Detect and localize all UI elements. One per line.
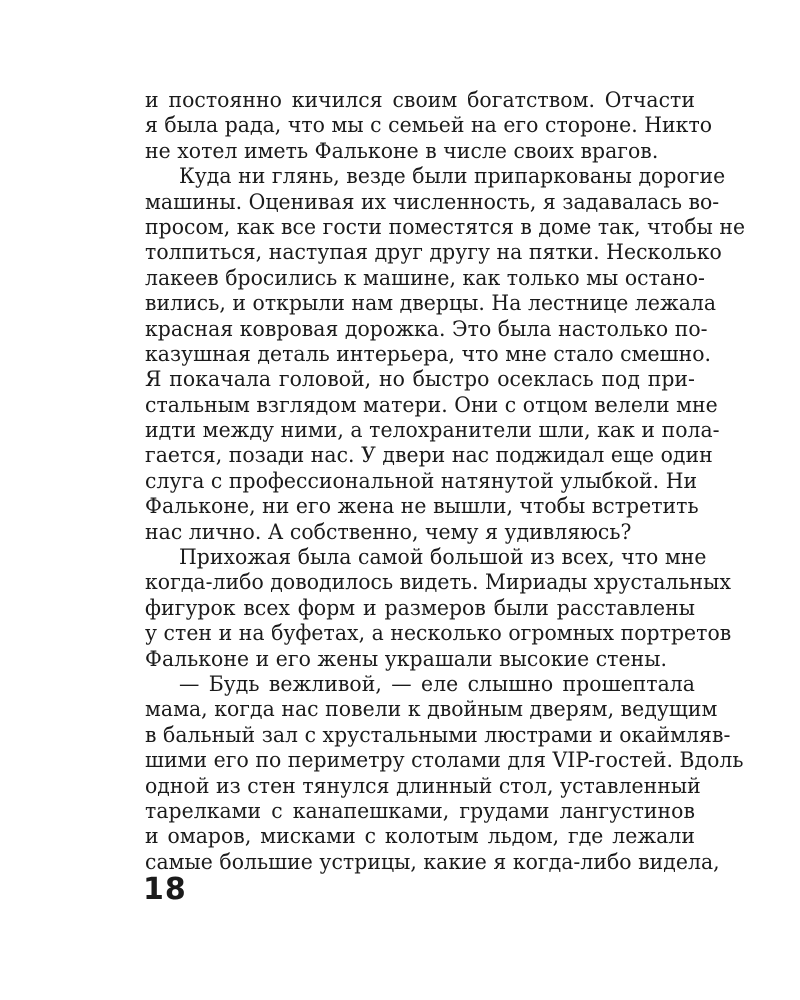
text-line: нас лично. А собственно, чему я удивляюсь?: [145, 519, 632, 544]
text-line: Фальконе, ни его жена не вышли, чтобы встретить: [145, 494, 699, 519]
body-text: [145, 88, 746, 875]
text-line: Я покачала головой, но быстро осеклась под при-: [145, 367, 695, 392]
text-line: я была рада, что мы с семьей на его стороне. Никто: [145, 113, 713, 138]
page-number: 18: [143, 872, 187, 907]
text-line: — Будь вежливой, — еле слышно прошептала: [178, 671, 695, 696]
text-line: когда-либо доводилось видеть. Мириады хрустальных: [145, 570, 731, 595]
text-line: казушная деталь интерьера, что мне стало смешно.: [145, 341, 712, 366]
text-line: лакеев бросились к машине, как только мы остано-: [145, 265, 705, 290]
text-line: мама, когда нас повели к двойным дверям, ведущим: [145, 697, 718, 722]
text-line: у стен и на буфетах, а несколько огромных портретов: [145, 621, 732, 646]
text-line: шими его по периметру столами для VIP-гостей. Вдоль: [145, 748, 744, 773]
text-line: слуга с профессиональной натянутой улыбкой. Ни: [145, 468, 698, 493]
text-line: одной из стен тянулся длинный стол, уставленный: [145, 773, 701, 798]
text-line: красная ковровая дорожка. Это была настолько по-: [145, 316, 708, 341]
text-line: вились, и открыли нам дверцы. На лестнице лежала: [145, 291, 717, 316]
text-line: не хотел иметь Фальконе в числе своих врагов.: [145, 138, 659, 163]
text-line: идти между ними, а телохранители шли, как и пола-: [145, 418, 720, 443]
text-line: Прихожая была самой большой из всех, что мне: [178, 545, 707, 570]
text-line: и омаров, мисками с колотым льдом, где лежали: [145, 824, 695, 849]
text-line: фигурок всех форм и размеров были расставлены: [145, 595, 695, 620]
text-line: Куда ни глянь, везде были припаркованы дорогие: [178, 164, 726, 189]
text-line: толпиться, наступая друг другу на пятки. Несколько: [145, 240, 722, 265]
text-line: машины. Оценивая их численность, я задавалась во-: [145, 189, 720, 214]
text-line: в бальный зал с хрустальными люстрами и окаймляв-: [145, 722, 731, 747]
text-line: Фальконе и его жены украшали высокие стены.: [145, 646, 668, 671]
text-line: просом, как все гости поместятся в доме так, чтобы не: [145, 214, 746, 239]
text-line: самые большие устрицы, какие я когда-либо видела,: [145, 849, 720, 874]
text-line: тарелками с канапешками, грудами лангустинов: [145, 798, 695, 823]
text-line: и постоянно кичился своим богатством. Отчасти: [145, 88, 695, 112]
text-line: стальным взглядом матери. Они с отцом велели мне: [145, 392, 718, 417]
text-line: гается, позади нас. У двери нас поджидал еще один: [145, 443, 713, 468]
